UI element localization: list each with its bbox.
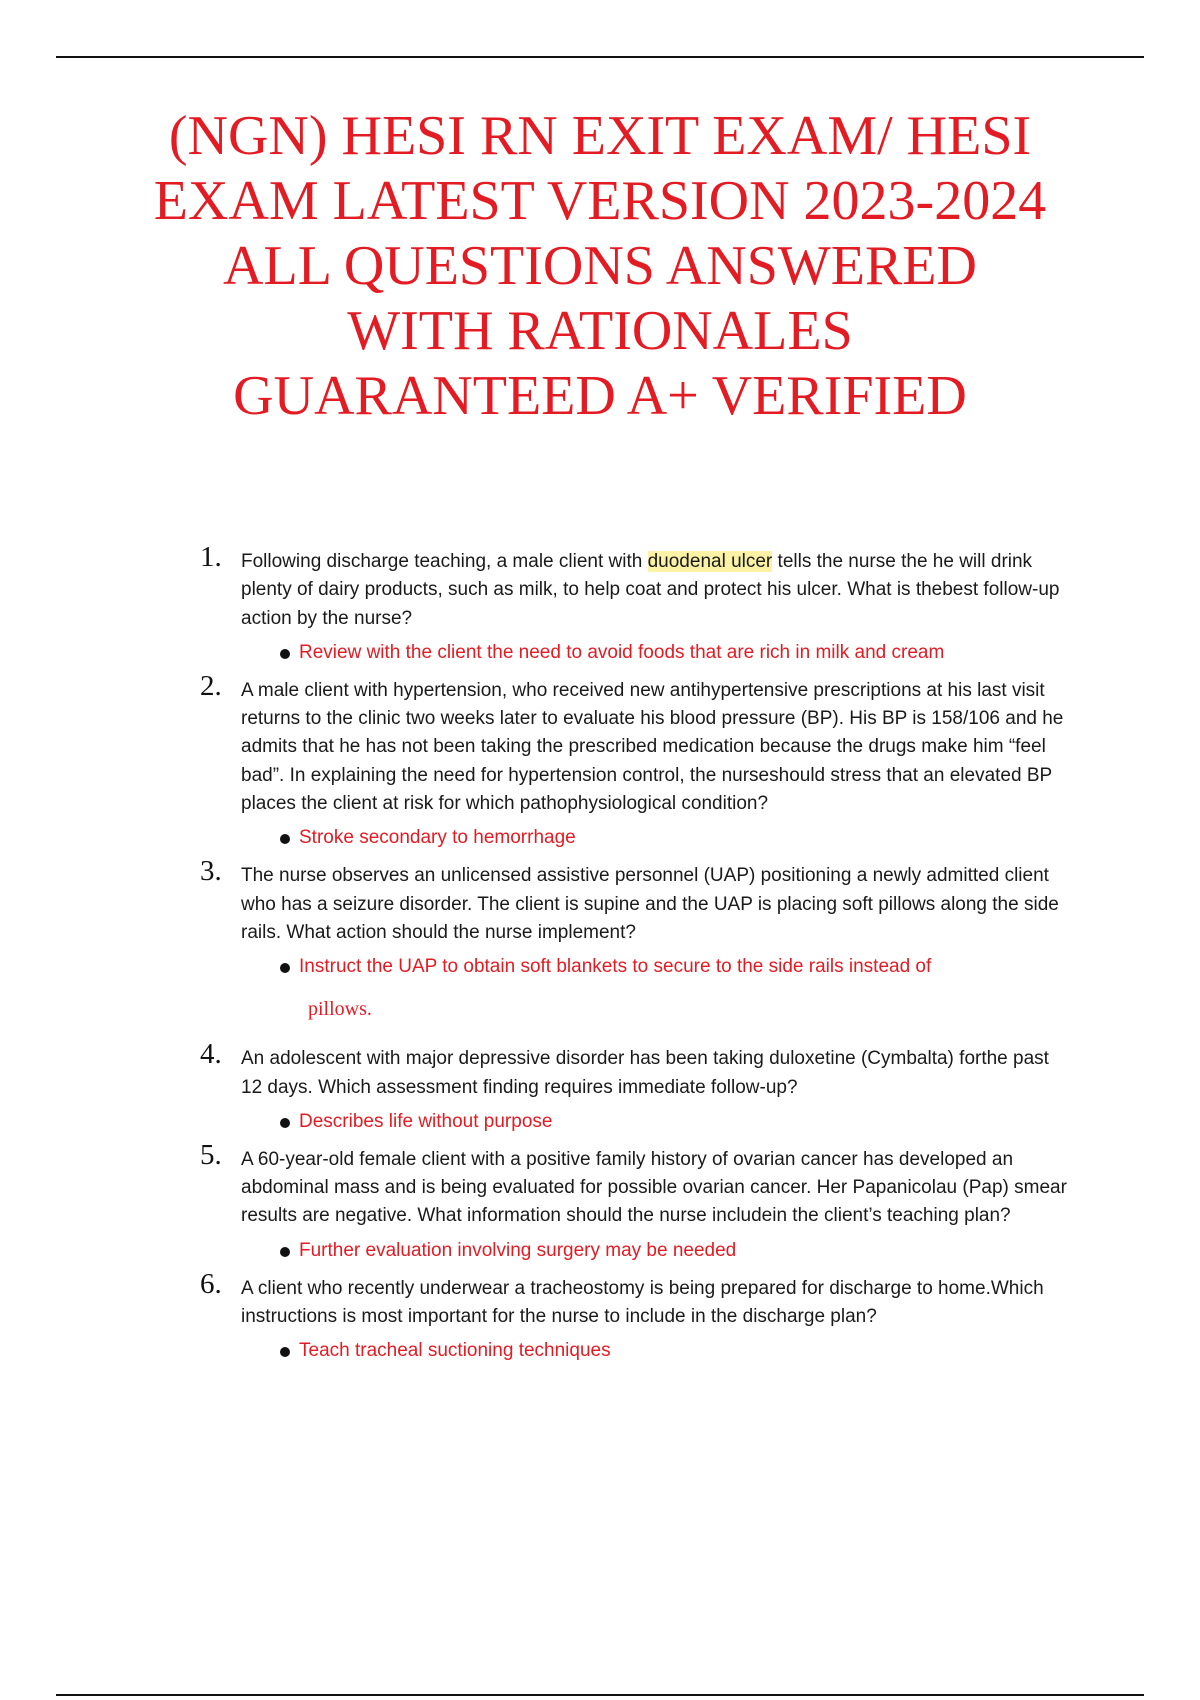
- bullet-icon: [280, 649, 290, 659]
- answer: [241, 1237, 1070, 1265]
- title-line: GUARANTEED A+ VERIFIED: [233, 365, 967, 427]
- question-number: 3.: [200, 855, 222, 888]
- question-item: [200, 855, 1070, 1023]
- question-number: 1.: [200, 541, 222, 573]
- question-text-part: tells the nurse the he will drink plenty of dairy products, such as milk, to help coat and protect his ulcer. What is thebest follow-up action by the nurse?: [241, 551, 1060, 629]
- answer-text: Teach tracheal suctioning techniques: [299, 1340, 611, 1362]
- question-number: 4.: [200, 1038, 222, 1071]
- title-line: ALL QUESTIONS ANSWERED: [223, 235, 977, 297]
- bullet-icon: [280, 1118, 290, 1128]
- question-text: The nurse observes an unlicensed assistive personnel (UAP) positioning a newly admitted client who has a seizure disorder. The client is supine and the UAP is placing soft pillows along the side rails. What action should the nurse implement?: [241, 865, 1059, 943]
- question-item: [200, 669, 1070, 852]
- question-text-part: Following discharge teaching, a male client with: [241, 551, 648, 572]
- bullet-icon: [280, 963, 290, 973]
- answer: [241, 1337, 1070, 1365]
- answer: [241, 639, 1070, 667]
- highlighted-term: duodenal ulcer: [647, 551, 773, 572]
- question-text: [241, 548, 1070, 633]
- top-rule: [56, 56, 1144, 58]
- answer-text: Describes life without purpose: [299, 1110, 553, 1132]
- title-line: WITH RATIONALES: [347, 300, 853, 362]
- question-list: [200, 541, 1070, 1375]
- answer-text: Instruct the UAP to obtain soft blankets to secure to the side rails instead of: [299, 956, 932, 978]
- question-number: 5.: [200, 1138, 222, 1171]
- question-text: A male client with hypertension, who received new antihypertensive prescriptions at his last visit returns to the clinic two weeks later to evaluate his blood pressure (BP). His BP is 158/106 and he admits that he has not been taking the prescribed medication because the drugs make him “feel bad”. In explaining the need for hypertension control, the nurseshould stress that an elevated BP places the client at risk for which pathophysiological condition?: [241, 679, 1064, 815]
- answer: [241, 824, 1070, 852]
- bottom-rule: [56, 1694, 1144, 1696]
- title-line: (NGN) HESI RN EXIT EXAM/ HESI: [168, 105, 1032, 167]
- document-title: [120, 104, 1080, 429]
- bullet-icon: [280, 834, 290, 844]
- question-text: A client who recently underwear a tracheostomy is being prepared for discharge to home.Which instructions is most important for the nurse to include in the discharge plan?: [241, 1277, 1044, 1328]
- answer-text: Review with the client the need to avoid foods that are rich in milk and cream: [299, 641, 945, 663]
- question-item: [200, 541, 1070, 667]
- question-text: An adolescent with major depressive disorder has been taking duloxetine (Cymbalta) forthe past 12 days. Which assessment finding requires immediate follow-up?: [241, 1048, 1049, 1098]
- question-item: [200, 1267, 1070, 1366]
- bullet-icon: [280, 1347, 290, 1357]
- question-number: 6.: [200, 1267, 222, 1300]
- question-item: [200, 1038, 1070, 1136]
- bullet-icon: [280, 1247, 290, 1257]
- answer-continuation: pillows.: [308, 998, 372, 1021]
- question-text: A 60-year-old female client with a positive family history of ovarian cancer has developed an abdominal mass and is being evaluated for possible ovarian cancer. Her Papanicolau (Pap) smear results are negative. What information should the nurse includein the client’s teaching plan?: [241, 1148, 1067, 1227]
- answer-text: Further evaluation involving surgery may be needed: [299, 1239, 737, 1261]
- title-line: EXAM LATEST VERSION 2023-2024: [153, 170, 1047, 232]
- answer: [241, 953, 1070, 1023]
- question-item: [200, 1138, 1070, 1265]
- answer: [241, 1108, 1070, 1136]
- question-number: 2.: [200, 669, 222, 702]
- answer-text: Stroke secondary to hemorrhage: [299, 827, 576, 849]
